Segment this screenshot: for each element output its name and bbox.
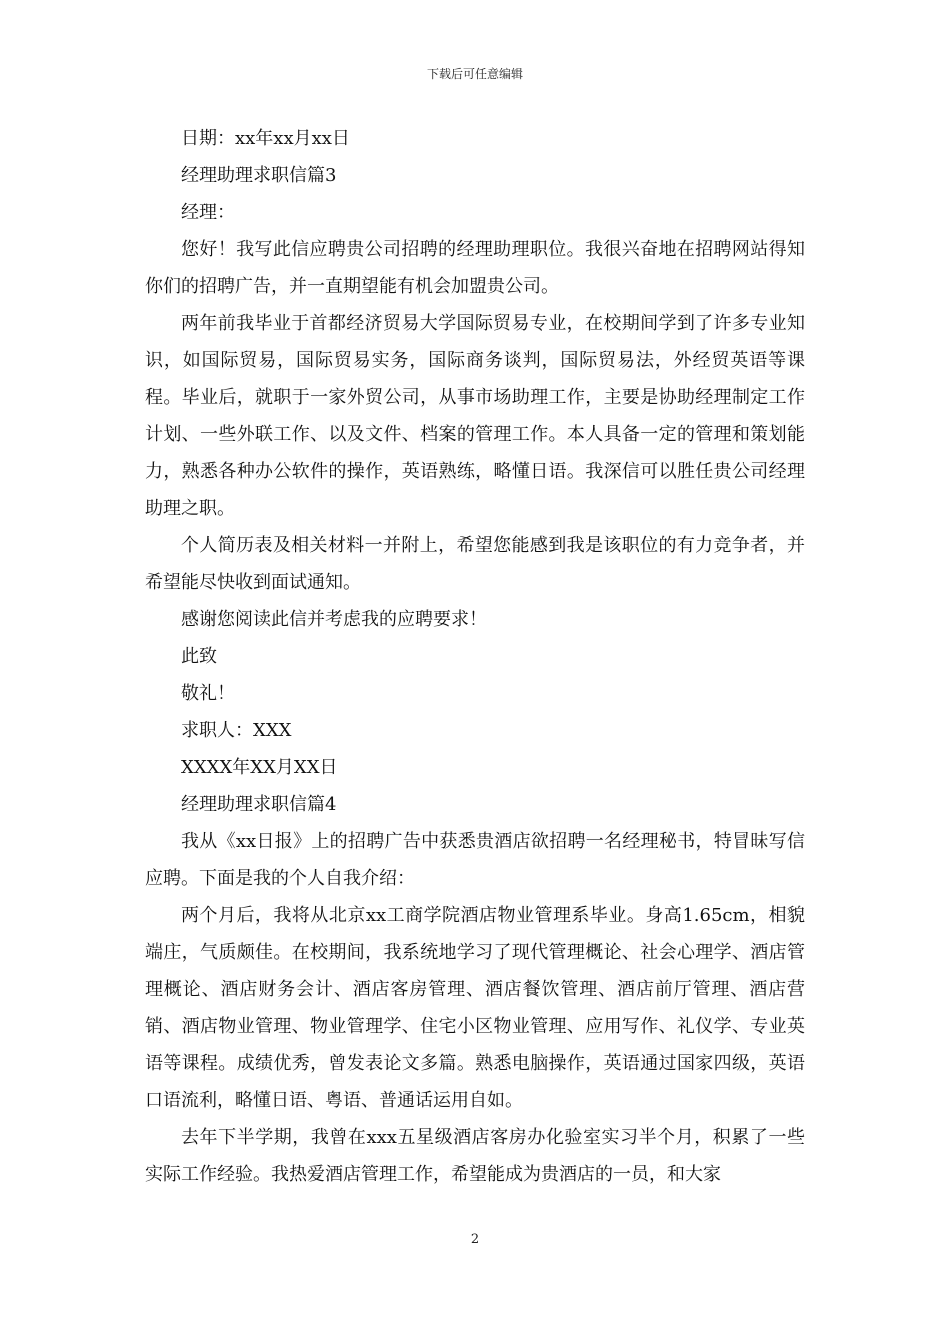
paragraph-6: 去年下半学期，我曾在xxx五星级酒店客房办化验室实习半个月，积累了一些实际工作经验。我热爱酒店管理工作，希望能成为贵酒店的一员，和大家 <box>145 1127 805 1185</box>
section-3-title: 经理助理求职信篇3 <box>181 165 337 186</box>
page-number: 2 <box>470 1232 480 1247</box>
closing-line-2: 敬礼！ <box>181 683 235 704</box>
paragraph-2: 两年前我毕业于首都经济贸易大学国际贸易专业，在校期间学到了许多专业知识，如国际贸易，国际贸易实务，国际商务谈判，国际贸易法，外经贸英语等课程。毕业后，就职于一家外贸公司，从事市场助理工作，主要是协助经理制定工作计划、一些外联工作、以及文件、档案的管理工作。本人具备一定的管理和策划能力，熟悉各种办公软件的操作，英语熟练，略懂日语。我深信可以胜任贵公司经理助理之职。 <box>145 313 805 519</box>
signature-date: XXXX年XX月XX日 <box>181 757 338 778</box>
paragraph-3: 个人简历表及相关材料一并附上，希望您能感到我是该职位的有力竞争者，并希望能尽快收到面试通知。 <box>145 535 805 593</box>
closing-line-1: 此致 <box>181 646 217 667</box>
page-header-note: 下载后可任意编辑 <box>426 67 523 81</box>
salutation: 经理： <box>181 202 235 223</box>
paragraph-1: 您好！我写此信应聘贵公司招聘的经理助理职位。我很兴奋地在招聘网站得知你们的招聘广告，并一直期望能有机会加盟贵公司。 <box>145 239 805 297</box>
section-4-title: 经理助理求职信篇4 <box>181 794 337 815</box>
date-line: 日期：xx年xx月xx日 <box>181 128 350 149</box>
document-body <box>145 120 805 1193</box>
thanks-line: 感谢您阅读此信并考虑我的应聘要求！ <box>181 609 487 630</box>
paragraph-4: 我从《xx日报》上的招聘广告中获悉贵酒店欲招聘一名经理秘书，特冒昧写信应聘。下面是我的个人自我介绍： <box>145 831 805 889</box>
applicant-line: 求职人：XXX <box>181 720 292 741</box>
paragraph-5: 两个月后，我将从北京xx工商学院酒店物业管理系毕业。身高1.65cm，相貌端庄，气质颇佳。在校期间，我系统地学习了现代管理概论、社会心理学、酒店管理概论、酒店财务会计、酒店客房管理、酒店餐饮管理、酒店前厅管理、酒店营销、酒店物业管理、物业管理学、住宅小区物业管理、应用写作、礼仪学、专业英语等课程。成绩优秀，曾发表论文多篇。熟悉电脑操作，英语通过国家四级，英语口语流利，略懂日语、粤语、普通话运用自如。 <box>145 905 805 1111</box>
